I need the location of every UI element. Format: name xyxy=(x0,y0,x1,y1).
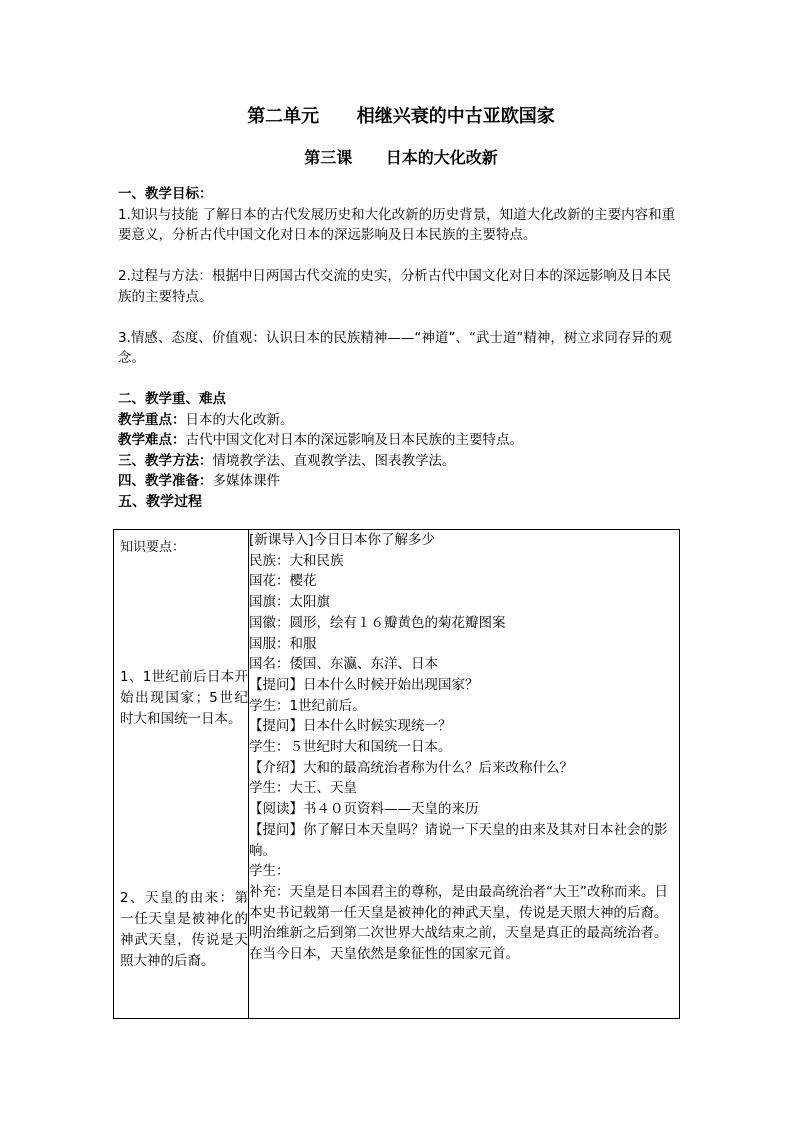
process-line: 民族：大和民族 xyxy=(249,552,344,569)
process-line: 国旗：太阳旗 xyxy=(249,594,330,611)
process-line: 学生： xyxy=(249,863,290,880)
prep-label: 四、教学准备： xyxy=(118,473,213,489)
document-body xyxy=(118,184,684,512)
section2-heading: 二、教学重、难点 xyxy=(118,391,226,407)
process-line: 【阅读】书４０页资料——天皇的来历 xyxy=(249,801,479,818)
key-point xyxy=(118,410,684,431)
process-line: 【介绍】大和的最高统治者称为什么？后来改称什么？ xyxy=(249,759,573,776)
section1-heading: 一、教学目标： xyxy=(118,186,213,202)
difficulty-text: 古代中国文化对日本的深远影响及日本民族的主要特点。 xyxy=(185,432,523,448)
key-point-text: 日本的大化改新。 xyxy=(185,411,294,428)
difficulty-label: 教学难点： xyxy=(118,432,186,448)
difficulty-point xyxy=(118,430,684,451)
key-point-label: 教学重点： xyxy=(118,411,186,428)
process-content-cell xyxy=(249,530,680,1019)
process-line: 学生：1世纪前后。 xyxy=(249,697,366,714)
knowledge-points-cell xyxy=(114,530,249,1019)
teaching-prep xyxy=(118,471,684,492)
process-line: 国花：樱花 xyxy=(249,573,317,590)
knowledge-point-2: 2、天皇的由来：第一任天皇是被神化的神武天皇，传说是天照大神的后裔。 xyxy=(120,890,248,969)
process-line: 学生：大王、天皇 xyxy=(249,780,357,797)
process-line: 国名：倭国、东瀛、东洋、日本 xyxy=(249,656,438,673)
teaching-process-table xyxy=(113,529,680,1019)
teaching-method xyxy=(118,451,684,472)
lesson-title: 第三课 日本的大化改新 xyxy=(304,148,498,167)
process-line: 补充：天皇是日本国君主的尊称，是由最高统治者“大王”改称而来。日本史书记载第一任天皇是被神化的神武天皇，传说是天照大神的后裔。明治维新之后到第二次世界大战结束之前，天皇是真正的最高统治者。在当今日本，天皇依然是象征性的国家元首。 xyxy=(249,883,668,963)
process-line: [新课导入]今日日本你了解多少 xyxy=(249,532,436,548)
goal-process: 2.过程与方法：根据中日两国古代交流的史实，分析古代中国文化对日本的深远影响及日本民族的主要特点。 xyxy=(118,268,671,305)
process-line: 【提问】你了解日本天皇吗？请说一下天皇的由来及其对日本社会的影响。 xyxy=(249,821,668,859)
process-line: 国服：和服 xyxy=(249,635,317,652)
process-line: 国徽：圆形，绘有１６瓣黄色的菊花瓣图案 xyxy=(249,614,506,631)
method-label: 三、教学方法： xyxy=(118,452,213,469)
goal-knowledge: 1.知识与技能 了解日本的古代发展历史和大化改新的历史背景，知道大化改新的主要内容和重要意义，分析古代中国文化对日本的深远影响及日本民族的主要特点。 xyxy=(118,206,676,243)
method-text: 情境教学法、直观教学法、图表教学法。 xyxy=(212,452,456,469)
process-line: 【提问】日本什么时候开始出现国家？ xyxy=(249,676,479,693)
knowledge-points-header: 知识要点： xyxy=(120,540,186,555)
goal-emotion: 3.情感、态度、价值观：认识日本的民族精神——“神道”、“武士道”精神，树立求同存异的观念。 xyxy=(118,329,672,366)
knowledge-point-1: 1、1世纪前后日本开始出现国家；5世纪时大和国统一日本。 xyxy=(120,669,248,727)
process-line: 学生：５世纪时大和国统一日本。 xyxy=(249,739,452,756)
table-row xyxy=(114,530,680,1019)
section5-heading: 五、教学过程 xyxy=(118,493,202,510)
unit-title: 第二单元 相继兴衰的中古亚欧国家 xyxy=(247,106,555,127)
process-line: 【提问】日本什么时候实现统一？ xyxy=(249,718,452,735)
prep-text: 多媒体课件 xyxy=(212,473,280,489)
